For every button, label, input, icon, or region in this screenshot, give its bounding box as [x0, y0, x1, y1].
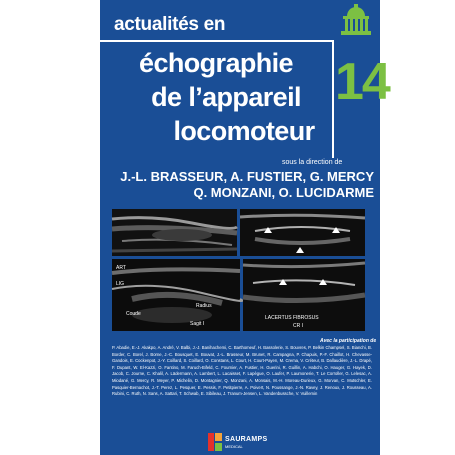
horizontal-rule — [100, 40, 332, 42]
label-lacertus: LACERTUS FIBROSUS — [265, 315, 319, 321]
ultrasound-scan-2-icon — [240, 209, 365, 256]
publisher-logo — [208, 433, 278, 451]
label-coude: Coude — [126, 311, 141, 317]
ultrasound-image-3 — [112, 259, 240, 331]
editors-line-1: J.-L. BRASSEUR, A. FUSTIER, G. MERCY — [120, 169, 374, 184]
participants-list: P. Abadie, E.-J. Akakpo, A. André, V. Balbi, J.-J. Banihachemi, C. Barthomeuf, H. Bassolerie, S. Bouvres, P. Belkin Champsel, S. Bianchi, B. Border, C. Borel, J. Borne, J.-C. Bousquet, E. Bouvat, J.-L. Brasseur, M. Brunet, R. Campagna, P. Chapuis, P.-F. Chaillot, H. Chevasse-Gandois, E. Cockenpot, J.-Y. Coillard, S. Coillard, O. Constans, L. Court, H. Court-Payen, M. Crema, V. Créteur, B. Dallaudière, J.-L. Drapé, F. Dupant, W. El-Kazzi, O. Fantino, M. Faruch-Bifeld, C. Fournier, A. Fustier, H. Guerini, R. Guillin, A. Habchi, O. Hauger, G. Hayek, D. Jacob, C. Journe, C. Khalil, A. Lädermann, A. Lambert, L. Lacaisset, F. Lapègue, O. Laufer, P. Laumonerie, T. Le Corroller, G. Lelesac, A. Miodané, G. Mercy, R. Meyer, P. Michelin, D. Montagnier, Q. Monzani, A. Monsais, M.-H. Moreau-Durieux, G. Morvan, C. Mutschler, E. Pasquier-Bernachot, J.-T. Perez, L. Pesquer, E. Pessis, F. Petitpierre, A. Poivert, N. Poussange, J.-N. Ravey, J. Renoux, J. Rousseau, A. Rubini, C. Ruth, N. Sans, A. Sattari, T. Schwab, E. Sibileau, J. Tranum-Jensen, L. Vandenbussche, V. Vuillemin — [112, 345, 372, 397]
publisher-name: SAURAMPS — [225, 436, 268, 443]
publisher-mark-icon — [208, 433, 222, 451]
book-cover — [100, 0, 389, 455]
title-line-2: de l’appareil — [151, 82, 301, 112]
direction-label: sous la direction de — [282, 159, 343, 166]
ultrasound-image-4 — [243, 259, 365, 331]
label-radius: Radius — [196, 303, 212, 309]
publisher-subtitle: MEDICAL — [225, 444, 243, 449]
ultrasound-scan-3-icon — [112, 259, 240, 331]
label-lig: LIG — [116, 281, 125, 287]
label-art: ART — [116, 265, 126, 271]
label-sagit: Sagit I — [190, 321, 205, 327]
ultrasound-image-2 — [240, 209, 365, 256]
ultrasound-scan-1-icon — [112, 209, 237, 256]
series-title: actualités en — [114, 14, 226, 35]
participation-label: Avec la participation de — [320, 338, 377, 344]
building-logo-icon — [338, 4, 374, 38]
label-cr: CR I — [293, 323, 303, 329]
editors-line-2: Q. MONZANI, O. LUCIDARME — [193, 185, 374, 200]
title-line-3: locomoteur — [173, 116, 315, 146]
volume-number: 14 — [335, 53, 389, 111]
title-line-1: échographie — [139, 48, 293, 78]
ultrasound-image-1 — [112, 209, 237, 256]
